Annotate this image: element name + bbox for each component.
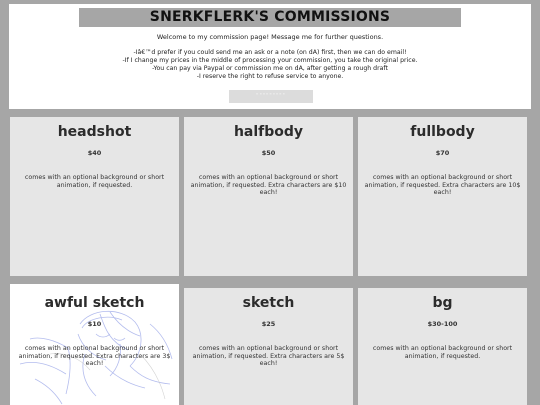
rules-list bbox=[9, 49, 531, 81]
card-title: bg bbox=[432, 295, 453, 311]
card-price: $70 bbox=[435, 149, 450, 157]
page-title: SNERKFLERK'S COMMISSIONS bbox=[79, 8, 461, 27]
card-description: comes with an optional background or short animation, if requested. Extra characters are 5$ each! bbox=[192, 345, 345, 368]
card-description: comes with an optional background or short animation, if requested. Extra characters are $10 each! bbox=[190, 174, 347, 197]
card-price: $30-100 bbox=[427, 320, 458, 328]
card-title: headshot bbox=[57, 124, 132, 140]
rule-item: -I reserve the right to refuse service to anyone. bbox=[196, 73, 344, 80]
card-description: comes with an optional background or short animation, if requested. Extra characters are 10$ each! bbox=[364, 174, 521, 197]
rule-item: -You can pay via Paypal or commission me on dA, after getting a rough draft bbox=[152, 65, 388, 72]
card-fullbody[interactable] bbox=[358, 117, 527, 276]
welcome-text: Welcome to my commission page! Message me for further questions. bbox=[156, 33, 384, 41]
card-title: awful sketch bbox=[44, 295, 145, 311]
card-halfbody[interactable] bbox=[184, 117, 353, 276]
card-description: comes with an optional background or short animation, if requested. Extra characters are 3$ each! bbox=[18, 345, 171, 368]
rule-item: -Iâ€™d prefer if you could send me an ask or a note (on dA) first, then we can do email! bbox=[133, 49, 407, 56]
card-bg[interactable] bbox=[358, 288, 527, 405]
card-price: $50 bbox=[261, 149, 276, 157]
card-description: comes with an optional background or short animation, if requested. bbox=[372, 345, 513, 360]
card-price: $40 bbox=[87, 149, 102, 157]
header-panel bbox=[9, 4, 531, 109]
card-title: halfbody bbox=[233, 124, 304, 140]
card-description: comes with an optional background or short animation, if requested. bbox=[24, 174, 165, 189]
card-title: sketch bbox=[242, 295, 295, 311]
header-button[interactable]: """"""""" bbox=[229, 90, 313, 103]
card-price: $25 bbox=[261, 320, 276, 328]
card-title: fullbody bbox=[410, 124, 475, 140]
card-sketch[interactable] bbox=[184, 288, 353, 405]
card-price: $10 bbox=[87, 320, 102, 328]
card-awful-sketch[interactable] bbox=[10, 284, 179, 405]
card-headshot[interactable] bbox=[10, 117, 179, 276]
rule-item: -If I change my prices in the middle of processing your commission, you take the original price. bbox=[122, 57, 418, 64]
